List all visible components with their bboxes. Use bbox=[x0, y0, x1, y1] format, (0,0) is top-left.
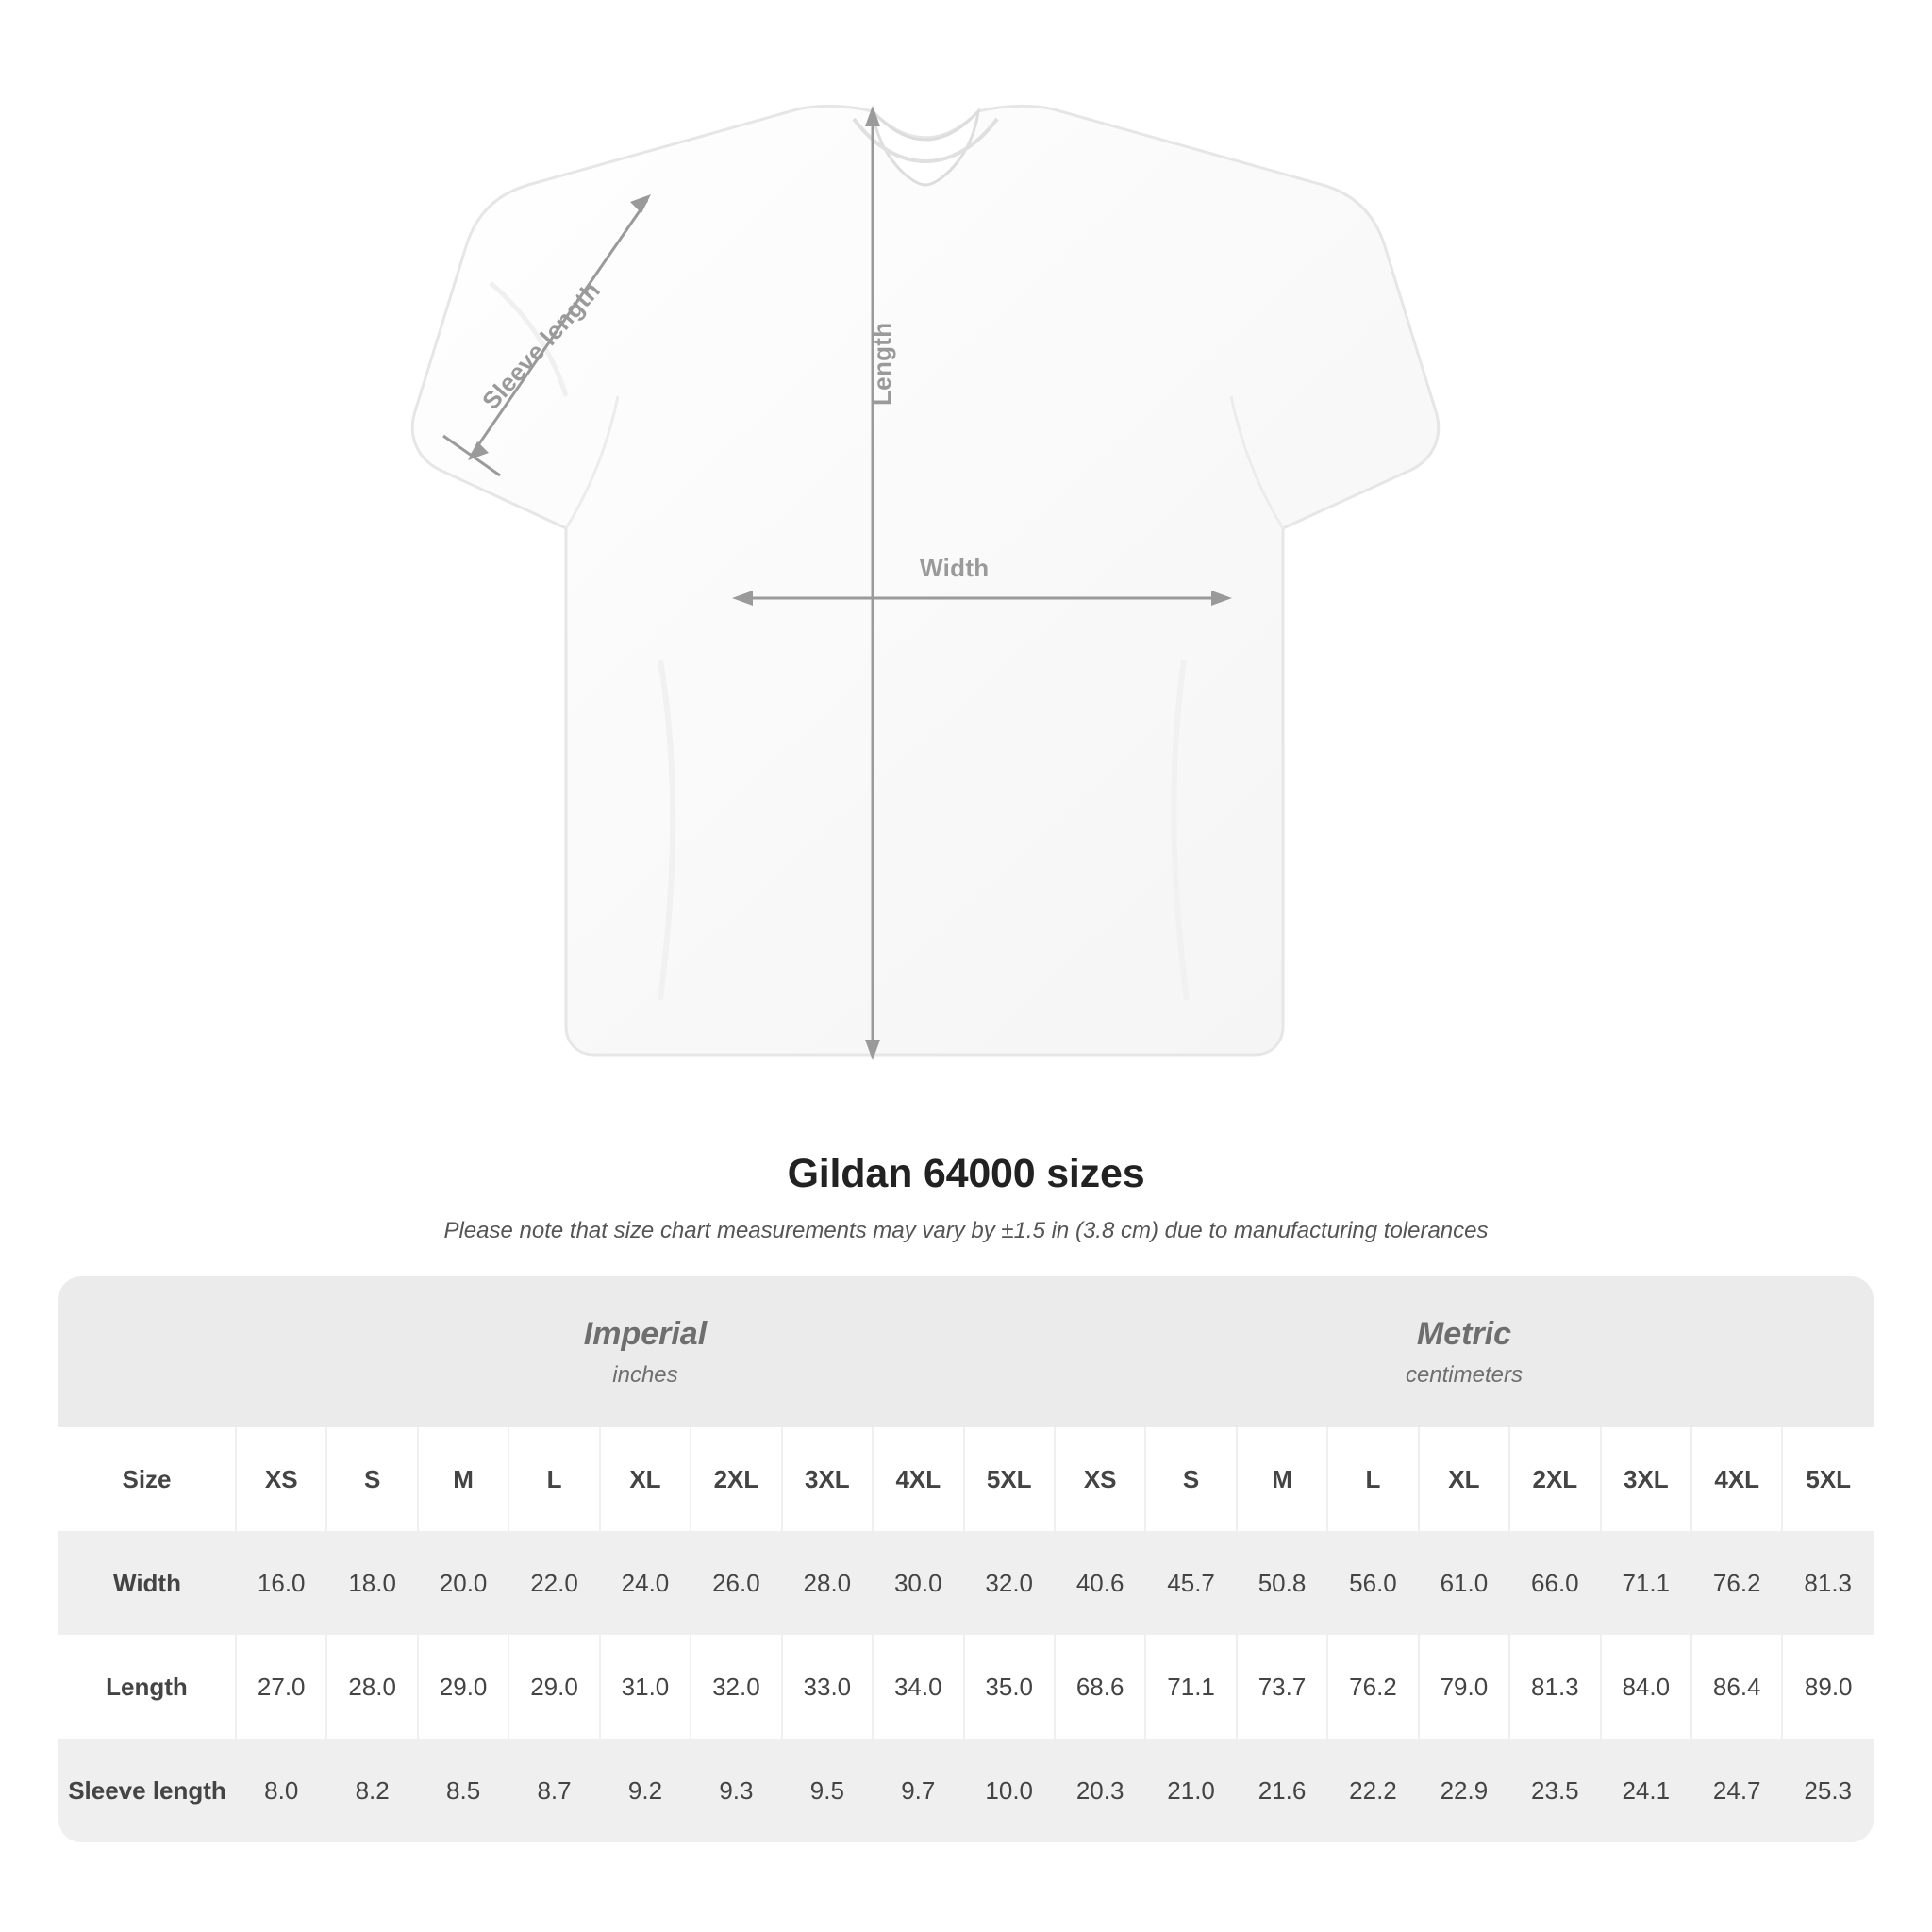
table-row bbox=[58, 1531, 1874, 1635]
page-title: Gildan 64000 sizes bbox=[787, 1151, 1145, 1196]
table-cell: 40.6 bbox=[1055, 1531, 1145, 1635]
unit-group-metric-name: Metric bbox=[1416, 1315, 1512, 1352]
unit-group-metric-sub: centimeters bbox=[1405, 1361, 1523, 1388]
table-cell: 21.6 bbox=[1237, 1739, 1327, 1842]
table-cell: 26.0 bbox=[691, 1531, 781, 1635]
unit-spacer-cell bbox=[58, 1276, 236, 1427]
size-table bbox=[58, 1276, 1874, 1842]
table-cell: 20.3 bbox=[1055, 1739, 1145, 1842]
table-cell: 56.0 bbox=[1327, 1531, 1418, 1635]
table-cell: 25.3 bbox=[1782, 1739, 1874, 1842]
table-cell: 22.2 bbox=[1327, 1739, 1418, 1842]
table-cell: 32.0 bbox=[964, 1531, 1055, 1635]
table-cell: 28.0 bbox=[782, 1531, 873, 1635]
table-cell: 8.5 bbox=[418, 1739, 508, 1842]
tolerance-note: Please note that size chart measurements may vary by ±1.5 in (3.8 cm) due to manufacturing tolerances bbox=[443, 1218, 1489, 1243]
table-cell: 73.7 bbox=[1237, 1635, 1327, 1739]
size-header-cell: 3XL bbox=[1601, 1427, 1691, 1531]
table-cell: 22.9 bbox=[1419, 1739, 1509, 1842]
unit-group-imperial bbox=[236, 1276, 1055, 1427]
table-cell: 66.0 bbox=[1509, 1531, 1600, 1635]
size-header-cell: 2XL bbox=[691, 1427, 781, 1531]
table-cell: 32.0 bbox=[691, 1635, 781, 1739]
size-header-cell: 5XL bbox=[1782, 1427, 1874, 1531]
size-header-cell: M bbox=[418, 1427, 508, 1531]
size-header-cell: L bbox=[508, 1427, 599, 1531]
table-cell: 81.3 bbox=[1782, 1531, 1874, 1635]
table-cell: 9.2 bbox=[600, 1739, 691, 1842]
table-cell: 89.0 bbox=[1782, 1635, 1874, 1739]
size-header-cell: M bbox=[1237, 1427, 1327, 1531]
size-header-cell: S bbox=[326, 1427, 417, 1531]
size-header-cell: XS bbox=[236, 1427, 326, 1531]
size-header-cell: S bbox=[1145, 1427, 1236, 1531]
table-cell: 84.0 bbox=[1601, 1635, 1691, 1739]
table-cell: 29.0 bbox=[418, 1635, 508, 1739]
row-label: Sleeve length bbox=[58, 1739, 236, 1842]
table-row bbox=[58, 1739, 1874, 1842]
table-cell: 23.5 bbox=[1509, 1739, 1600, 1842]
table-cell: 50.8 bbox=[1237, 1531, 1327, 1635]
table-cell: 10.0 bbox=[964, 1739, 1055, 1842]
size-header-cell: 4XL bbox=[873, 1427, 963, 1531]
table-cell: 24.1 bbox=[1601, 1739, 1691, 1842]
table-cell: 18.0 bbox=[326, 1531, 417, 1635]
table-cell: 8.7 bbox=[508, 1739, 599, 1842]
table-cell: 8.2 bbox=[326, 1739, 417, 1842]
table-cell: 9.5 bbox=[782, 1739, 873, 1842]
sleeve-length-label: Sleeve length bbox=[476, 275, 607, 416]
table-cell: 71.1 bbox=[1145, 1635, 1236, 1739]
size-header-cell: 5XL bbox=[964, 1427, 1055, 1531]
table-cell: 34.0 bbox=[873, 1635, 963, 1739]
size-header-label: Size bbox=[58, 1427, 236, 1531]
table-cell: 81.3 bbox=[1509, 1635, 1600, 1739]
unit-group-row bbox=[58, 1276, 1874, 1427]
size-header-cell: L bbox=[1327, 1427, 1418, 1531]
width-label: Width bbox=[920, 554, 990, 582]
table-cell: 31.0 bbox=[600, 1635, 691, 1739]
size-header-cell: XL bbox=[1419, 1427, 1509, 1531]
size-header-cell: XL bbox=[600, 1427, 691, 1531]
table-cell: 76.2 bbox=[1327, 1635, 1418, 1739]
table-cell: 8.0 bbox=[236, 1739, 326, 1842]
table-cell: 28.0 bbox=[326, 1635, 417, 1739]
table-cell: 86.4 bbox=[1691, 1635, 1782, 1739]
row-label: Length bbox=[58, 1635, 236, 1739]
unit-group-imperial-sub: inches bbox=[612, 1361, 678, 1388]
table-cell: 24.0 bbox=[600, 1531, 691, 1635]
table-cell: 30.0 bbox=[873, 1531, 963, 1635]
table-cell: 9.3 bbox=[691, 1739, 781, 1842]
table-cell: 9.7 bbox=[873, 1739, 963, 1842]
table-row bbox=[58, 1635, 1874, 1739]
unit-group-imperial-name: Imperial bbox=[583, 1315, 708, 1352]
size-table-container bbox=[58, 1276, 1874, 1842]
size-header-cell: XS bbox=[1055, 1427, 1145, 1531]
table-cell: 16.0 bbox=[236, 1531, 326, 1635]
table-cell: 24.7 bbox=[1691, 1739, 1782, 1842]
table-cell: 35.0 bbox=[964, 1635, 1055, 1739]
table-cell: 76.2 bbox=[1691, 1531, 1782, 1635]
table-cell: 29.0 bbox=[508, 1635, 599, 1739]
table-cell: 33.0 bbox=[782, 1635, 873, 1739]
table-cell: 20.0 bbox=[418, 1531, 508, 1635]
table-cell: 45.7 bbox=[1145, 1531, 1236, 1635]
size-header-cell: 4XL bbox=[1691, 1427, 1782, 1531]
row-label: Width bbox=[58, 1531, 236, 1635]
table-cell: 21.0 bbox=[1145, 1739, 1236, 1842]
table-cell: 68.6 bbox=[1055, 1635, 1145, 1739]
size-header-cell: 3XL bbox=[782, 1427, 873, 1531]
size-header-cell: 2XL bbox=[1509, 1427, 1600, 1531]
table-header-row bbox=[58, 1427, 1874, 1531]
table-cell: 71.1 bbox=[1601, 1531, 1691, 1635]
unit-group-metric bbox=[1055, 1276, 1874, 1427]
table-cell: 61.0 bbox=[1419, 1531, 1509, 1635]
table-cell: 27.0 bbox=[236, 1635, 326, 1739]
size-chart-header bbox=[0, 1151, 1932, 1244]
table-cell: 22.0 bbox=[508, 1531, 599, 1635]
table-cell: 79.0 bbox=[1419, 1635, 1509, 1739]
length-label: Length bbox=[868, 322, 896, 406]
